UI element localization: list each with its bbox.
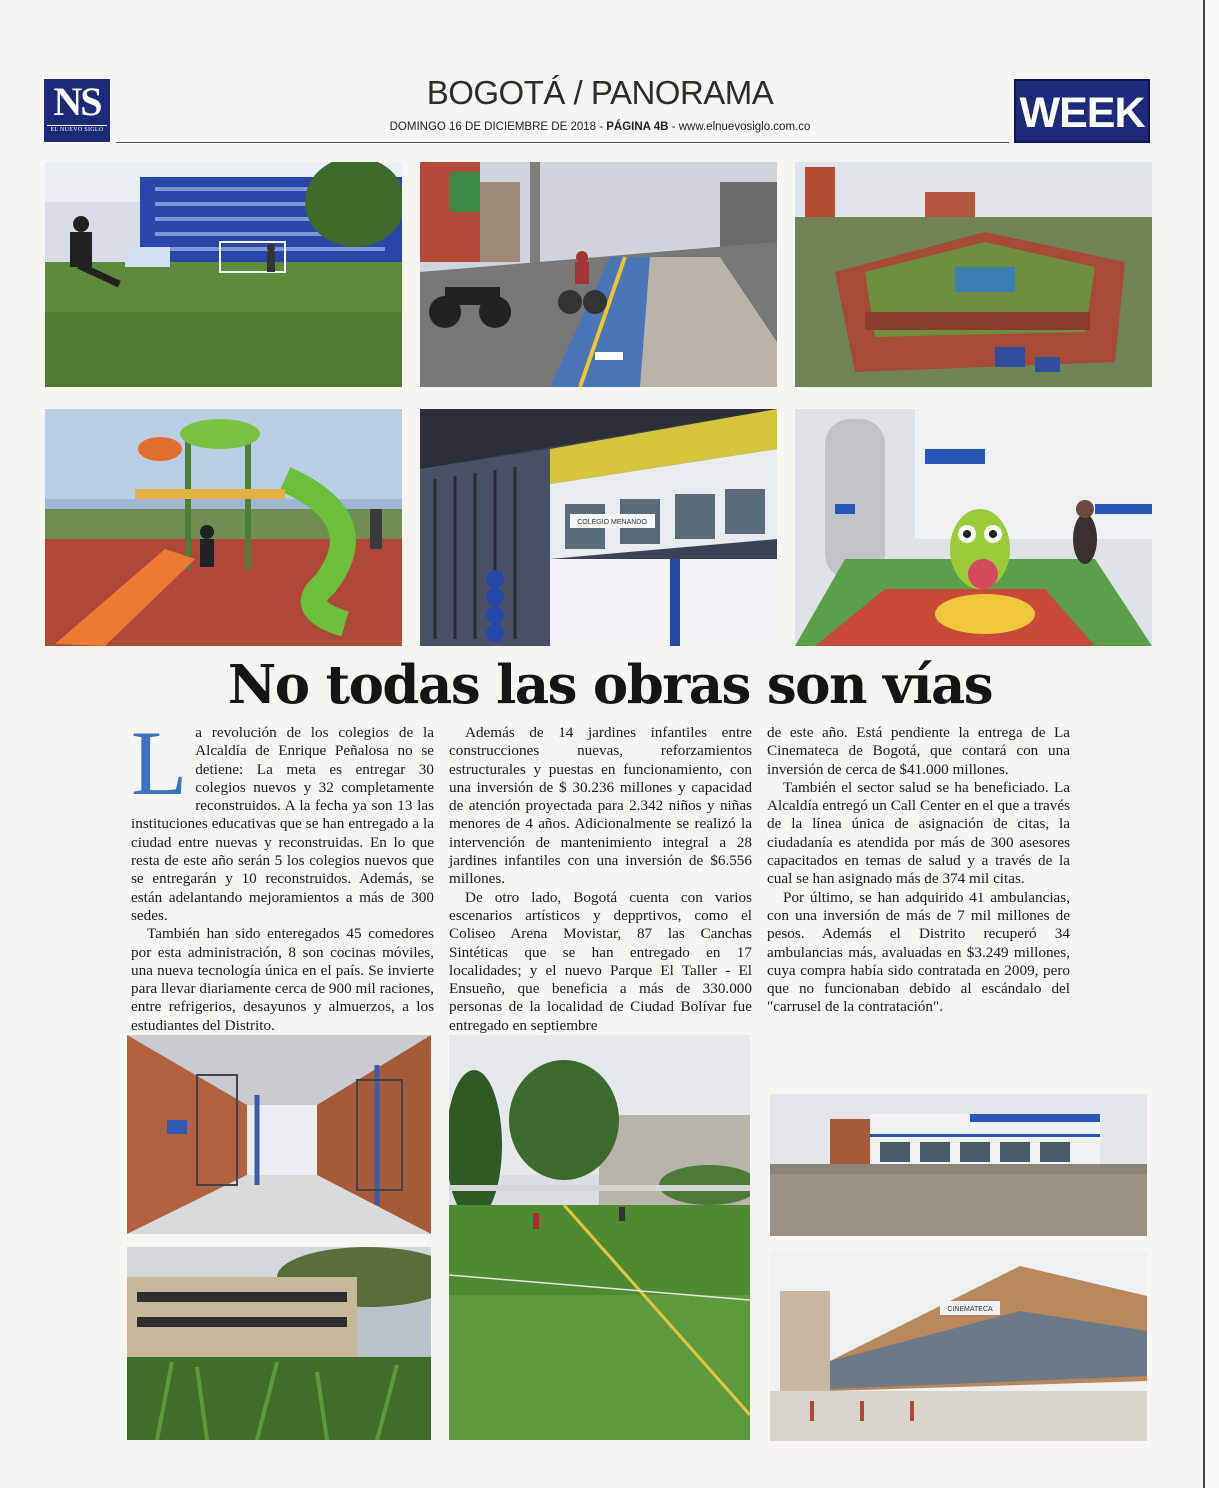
photo-cinemateca-building: [770, 1251, 1147, 1441]
paragraph: También han sido enteregados 45 comedores por esta administración, 8 son cocinas móviles, una nueva tecnología única en el país. Se invierte para llevar diariamente cerca de 900 mil raciones, entre refrigerios, desayunos y almuerzos, a los estudiantes del Distrito.: [131, 925, 434, 1034]
article-column-3: [767, 724, 1070, 1017]
photo-kindergarten-patio: [795, 409, 1152, 646]
page-number: PÁGINA 4B: [606, 121, 669, 133]
article-column-2: [449, 724, 752, 1035]
paragraph: a revolución de los colegios de la Alcaldía de Enrique Peñalosa no se detiene: La meta es entregar 30 colegios nuevos y 32 completamente reconstruidos. A la fecha ya son 13 las instituciones educativas que se han entregado a la ciudad entre nuevas y reconstruidas. En lo que resta de este año serán 5 los colegios nuevos que se entregarán y 10 reconstruidos. Además, se están adelantando mejoramientos a más de 300 sedes.: [131, 724, 434, 924]
photo-bike-lane: [420, 162, 777, 387]
dateline-dash: -: [668, 121, 679, 133]
photo-green-roof-building: [127, 1247, 431, 1440]
paragraph: Por último, se han adquirido 41 ambulancias, con una inversión de más de 7 mil millones de pesos. Además el Distrito recuperó 34 ambulancias más, avaluadas en $3.249 millones, cuya compra había sido contratada en 2009, pero que no funcionaban debido al escándalo del "carrusel de la contratación".: [767, 888, 1070, 1016]
logo-subtitle: EL NUEVO SIGLO: [47, 125, 107, 134]
dateline: [330, 121, 870, 133]
week-badge: WEEK: [1014, 79, 1150, 143]
section-separator: /: [573, 74, 583, 111]
drop-cap: L: [131, 712, 188, 814]
section-name: BOGOTÁ: [426, 74, 565, 111]
cinemateca-sign-text: CINEMATECA: [947, 1306, 993, 1313]
photo-soccer-field-school: [45, 162, 402, 387]
el-nuevo-siglo-logo[interactable]: [44, 79, 110, 142]
photo-school-exterior: [770, 1094, 1147, 1236]
photo-school-hallway: [127, 1035, 431, 1234]
article-column-1: [131, 712, 434, 1035]
paragraph: De otro lado, Bogotá cuenta con varios escenarios artísticos y depprtivos, como el Coliseo Arena Movistar, 87 las Canchas Sintéticas que se han entregado en 17 localidades; y el nuevo Parque El Taller - El Ensueño, que beneficia a más de 330.000 personas de la localidad de Ciudad Bolívar fue entregado en septiembre: [449, 888, 752, 1034]
paragraph: También el sector salud se ha beneficiado. La Alcaldía entregó un Call Center en el que a través de la línea única de asignación de citas, la ciudadanía es atendida por más de 300 asesores capacitados en temas de salud y a través de la cual se han asignado más de 374 mil citas.: [767, 778, 1070, 888]
paragraph: Además de 14 jardines infantiles entre construcciones nuevas, reforzamientos estructurales y puestas en funcionamiento, con una inversión de $ 30.236 millones y capacidad de atención proyectada para 2.342 niños y niñas menores de 4 años. Adicionalmente se realizó la intervención de mantenimiento integral a 28 jardines infantiles con una inversión de $6.556 millones.: [449, 724, 752, 888]
issue-date: DOMINGO 16 DE DICIEMBRE DE 2018: [389, 121, 597, 133]
section-title: [390, 74, 810, 112]
photo-aerial-school: [795, 162, 1152, 387]
website-link[interactable]: www.elnuevosiglo.com.co: [678, 121, 811, 133]
article-headline: No todas las obras son vías: [227, 654, 993, 716]
paragraph: de este año. Está pendiente la entrega de La Cinemateca de Bogotá, que contará con una inversión de cerca de $41.000 millones.: [767, 724, 1070, 778]
page-edge: [1203, 0, 1219, 1488]
subsection-name: PANORAMA: [590, 74, 774, 111]
school-sign-text: COLEGIO MENANDO: [577, 519, 647, 526]
dateline-dash: -: [596, 121, 607, 133]
logo-mark: NS: [53, 79, 101, 124]
photo-school-building-facade: [420, 409, 777, 646]
header-rule: [116, 142, 1009, 143]
photo-synthetic-soccer-field: [449, 1035, 750, 1440]
photo-playground: [45, 409, 402, 646]
